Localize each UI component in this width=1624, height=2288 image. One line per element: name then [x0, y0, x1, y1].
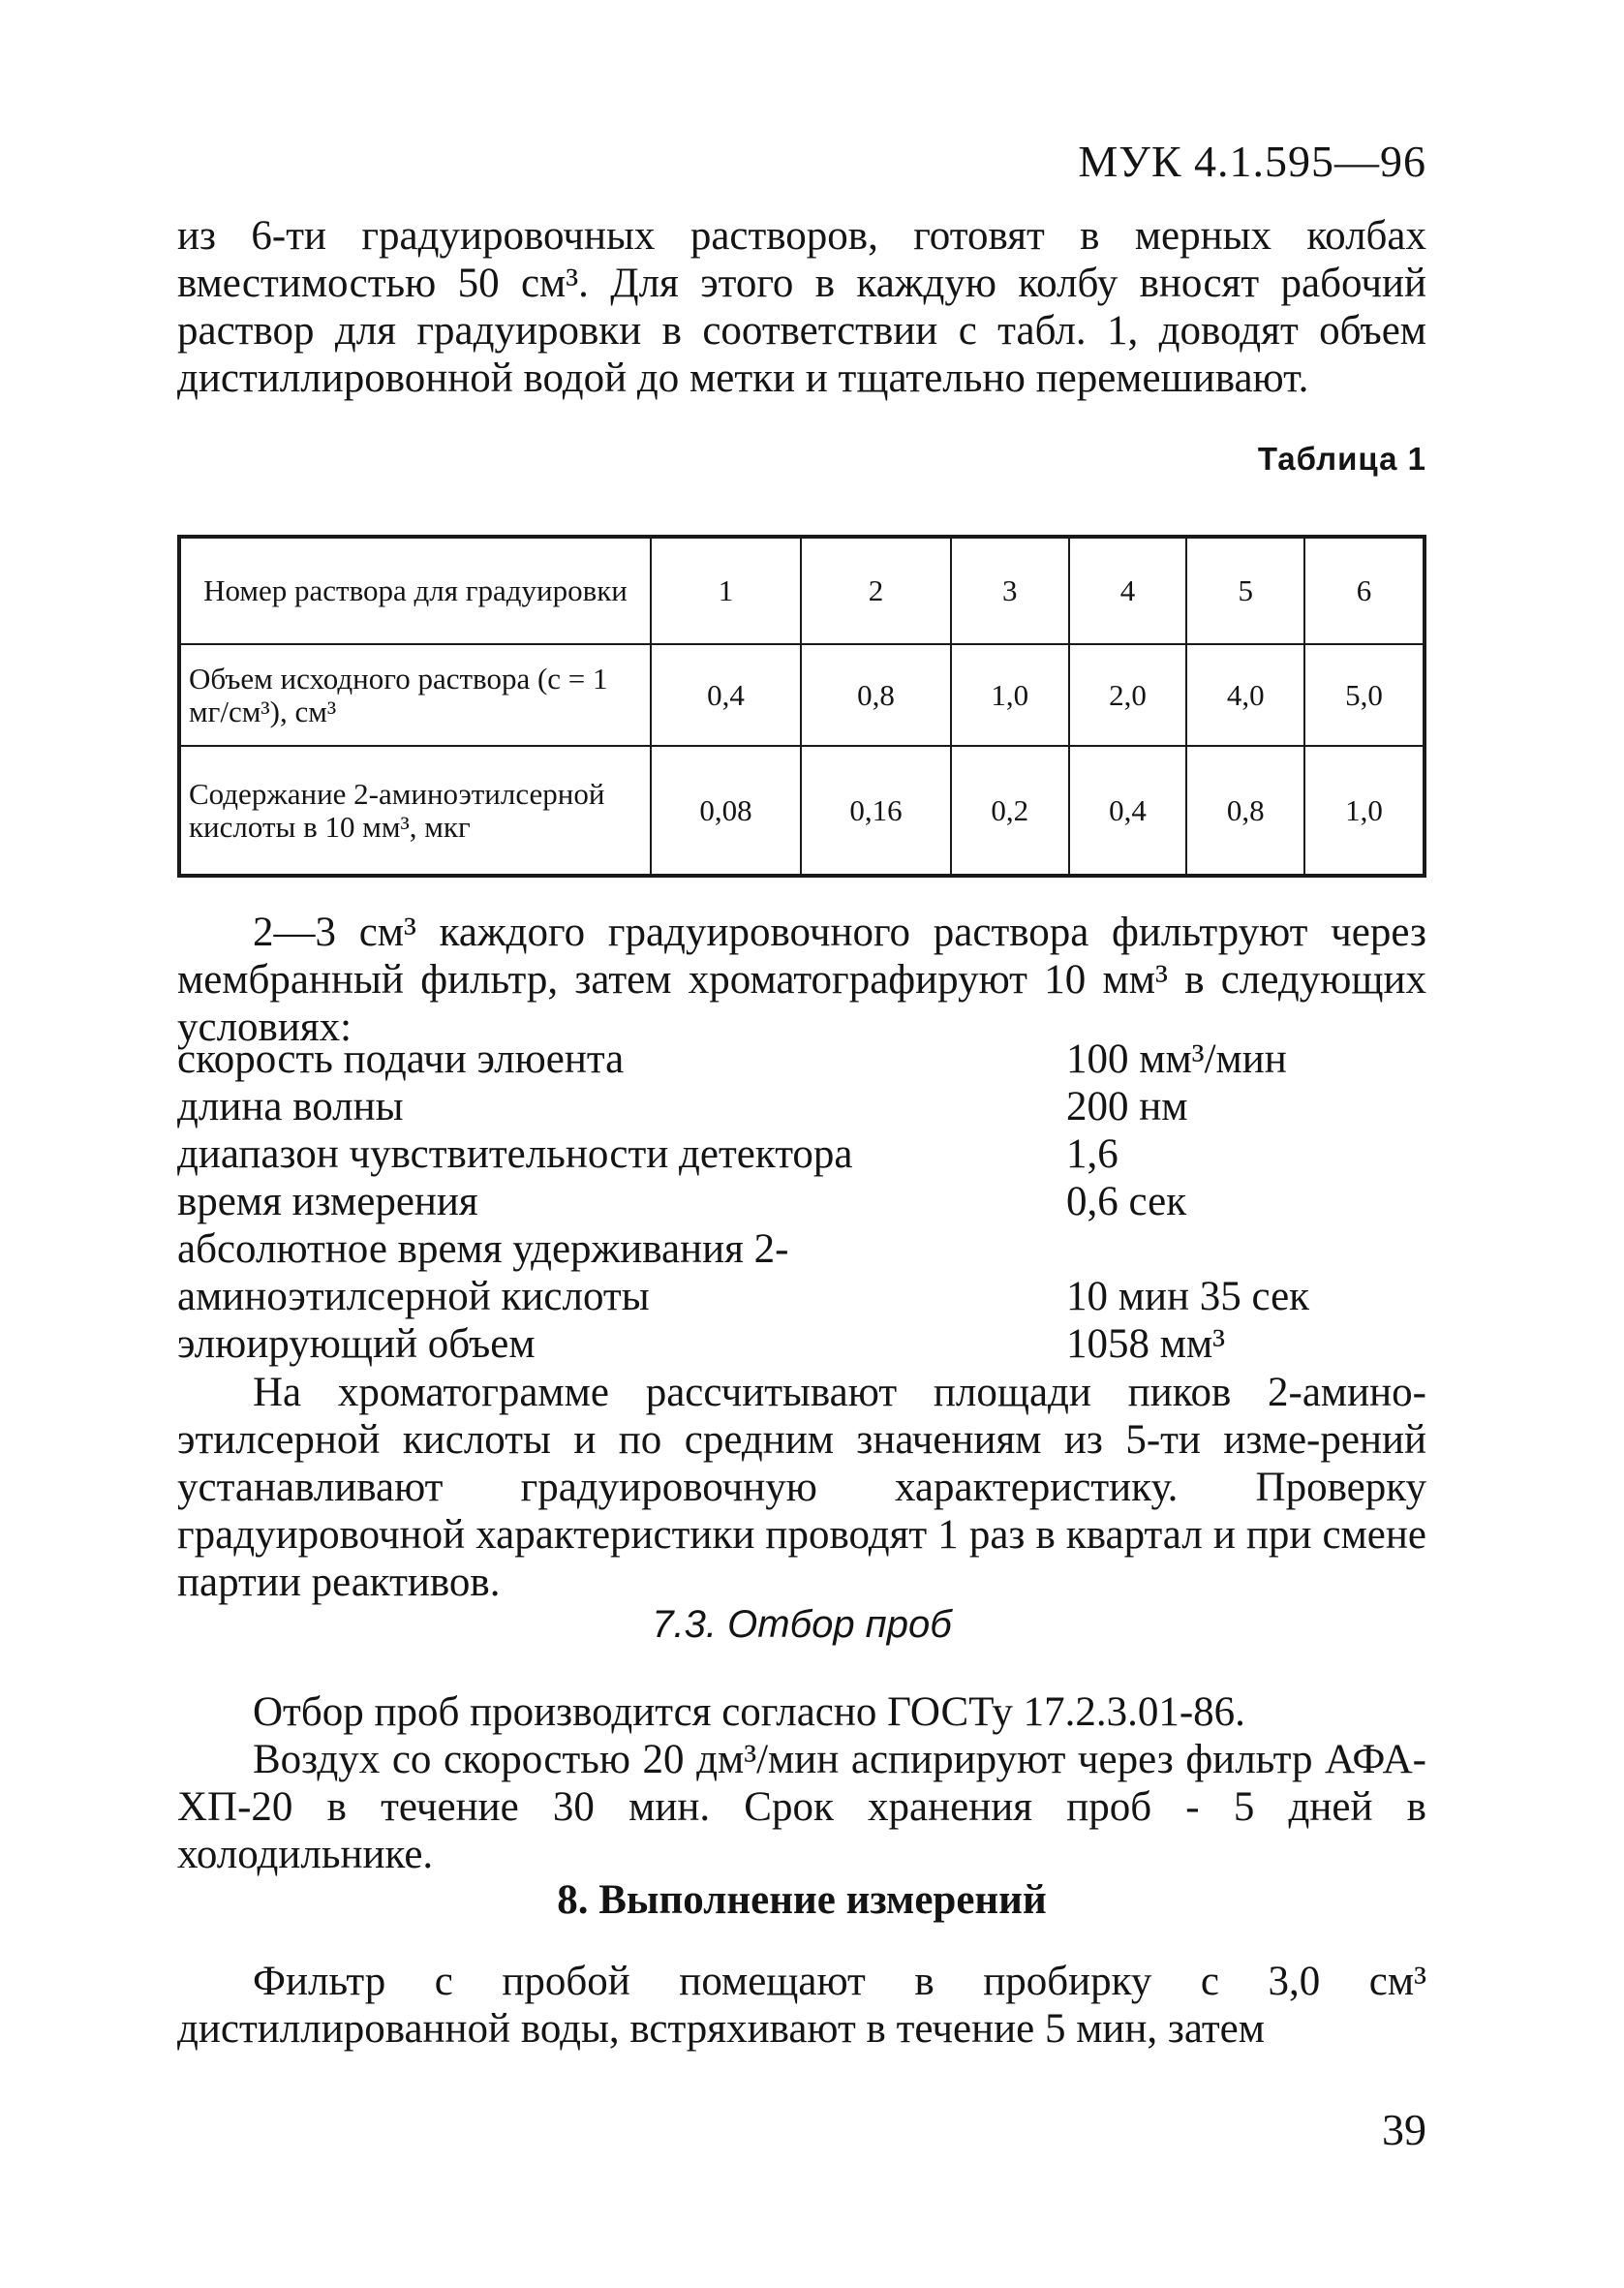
condition-name: длина волны	[177, 1084, 404, 1129]
page-number: 39	[1382, 2105, 1426, 2154]
chromatography-conditions-list	[177, 1036, 1426, 1368]
condition-name: элюирующий объем	[177, 1321, 536, 1367]
condition-row	[177, 1036, 1426, 1083]
table-cell: 0,4	[1069, 746, 1187, 876]
measurement-paragraph: Фильтр с пробой помещают в пробирку с 3,0 см³ дистиллированной воды, встряхивают в течение 5 мин, затем	[177, 1959, 1426, 2052]
table-cell: Содержание 2-аминоэтилсерной кислоты в 10 мм³, мкг	[179, 746, 651, 876]
condition-row	[177, 1225, 1426, 1320]
table-cell: 0,16	[801, 746, 951, 876]
document-header: МУК 4.1.595—96	[1078, 137, 1426, 186]
table-row	[179, 644, 1425, 746]
condition-value: 10 мин 35 сек	[1066, 1274, 1310, 1319]
condition-value: 0,6 сек	[1066, 1179, 1187, 1224]
table-cell: Объем исходного раствора (с = 1 мг/см³), см³	[179, 644, 651, 746]
condition-value: 200 нм	[1066, 1084, 1188, 1129]
chromatography-intro-paragraph: 2—3 см³ каждого градуировочного раствора фильтруют через мембранный фильтр, затем хроматографируют 10 мм³ в следующих условиях:	[177, 910, 1426, 1050]
table-cell: 1,0	[951, 644, 1069, 746]
condition-row	[177, 1178, 1426, 1225]
condition-name: диапазон чувствительности детектора	[177, 1131, 853, 1177]
table-cell: 0,8	[1186, 746, 1304, 876]
condition-row	[177, 1130, 1426, 1178]
table-header-cell: 4	[1069, 537, 1187, 644]
condition-row	[177, 1320, 1426, 1368]
sampling-paragraph: Отбор проб производится согласно ГОСТу 17.2.3.01-86.	[253, 1689, 1245, 1735]
table-header-cell: Номер раствора для градуировки	[179, 537, 651, 644]
condition-value: 100 мм³/мин	[1066, 1036, 1287, 1082]
table-cell: 1,0	[1304, 746, 1425, 876]
condition-name: скорость подачи элюента	[177, 1036, 625, 1082]
condition-name: время измерения	[177, 1179, 478, 1224]
table-cell: 0,08	[651, 746, 801, 876]
table-row	[179, 746, 1425, 876]
chromatography-result-paragraph: На хроматограмме рассчитывают площади пиков 2-амино-этилсерной кислоты и по средним значениям из 5-ти изме-рений устанавливают градуировочную характеристику. Проверку градуировочной характеристики проводят 1 раз в квартал и при смене партии реактивов.	[177, 1370, 1426, 1605]
intro-paragraph: из 6-ти градуировочных растворов, готовят в мерных колбах вместимостью 50 см³. Для этого в каждую колбу вносят рабочий раствор для градуировки в соответствии с табл. 1, доводят объем дистиллировонной водой до метки и тщательно перемешивают.	[177, 213, 1426, 401]
table-header-cell: 2	[801, 537, 951, 644]
table-header-cell: 5	[1186, 537, 1304, 644]
table-cell: 4,0	[1186, 644, 1304, 746]
table-header-cell: 1	[651, 537, 801, 644]
calibration-table	[177, 535, 1426, 878]
table-header-cell: 3	[951, 537, 1069, 644]
condition-value: 1,6	[1066, 1131, 1118, 1177]
table-cell: 0,4	[651, 644, 801, 746]
table-header-cell: 6	[1304, 537, 1425, 644]
table-cell: 2,0	[1069, 644, 1187, 746]
table-header-row	[179, 537, 1425, 644]
condition-row	[177, 1083, 1426, 1130]
table-cell: 0,8	[801, 644, 951, 746]
table-cell: 0,2	[951, 746, 1069, 876]
subsection-title: 7.3. Отбор проб	[652, 1603, 952, 1646]
section-title: 8. Выполнение измерений	[557, 1877, 1047, 1923]
condition-name: абсолютное время удерживания 2-аминоэтилсерной кислоты	[177, 1226, 789, 1319]
document-page	[177, 0, 1426, 2288]
table-caption: Таблица 1	[1257, 441, 1426, 477]
table-cell: 5,0	[1304, 644, 1425, 746]
sampling-paragraph: Воздух со скоростью 20 дм³/мин аспирируют через фильтр АФА-ХП-20 в течение 30 мин. Срок хранения проб - 5 дней в холодильнике.	[177, 1737, 1426, 1877]
condition-value: 1058 мм³	[1066, 1321, 1226, 1367]
